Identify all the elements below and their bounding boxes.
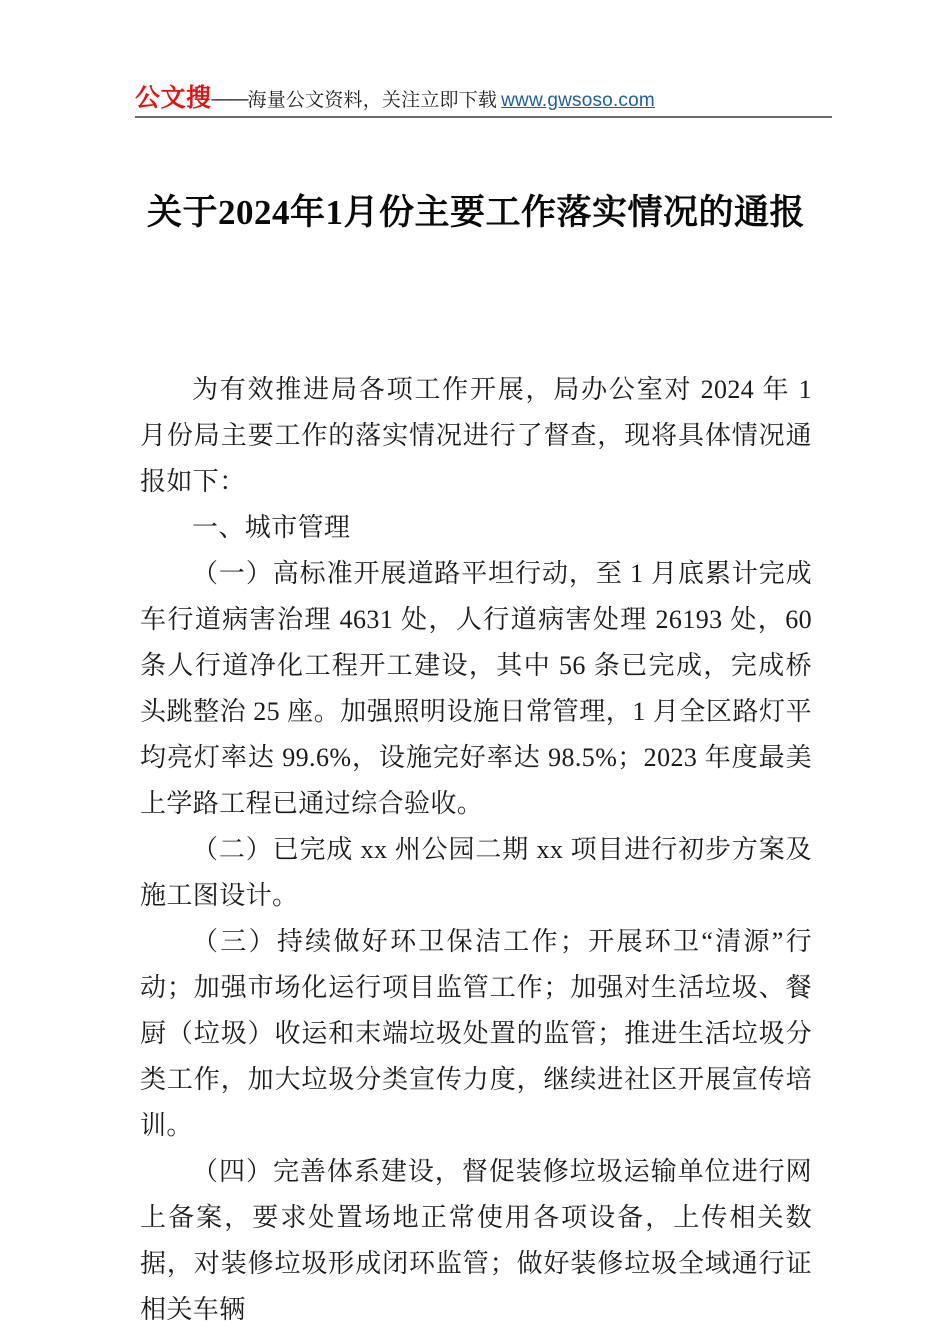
paragraph-item-4: （四）完善体系建设，督促装修垃圾运输单位进行网上备案，要求处置场地正常使用各项设备，上传相关数据，对装修垃圾形成闭环监管；做好装修垃圾全域通行证相关车辆	[140, 1157, 812, 1324]
site-brand-logo: 公文搜	[135, 84, 212, 112]
site-url-link[interactable]: www.gwsoso.com	[501, 90, 655, 111]
brand-dash: ——	[211, 89, 248, 110]
paragraph-item-3: （三）持续做好环卫保洁工作；开展环卫“清源”行动；加强市场化运行项目监管工作；加强对生活垃圾、餐厨（垃圾）收运和末端垃圾处置的监管；推进生活垃圾分类工作，加大垃圾分类宣传力度，继续进社区开展宣传培训。	[140, 927, 812, 1140]
paragraph-intro: 为有效推进局各项工作开展，局办公室对 2024 年 1 月份局主要工作的落实情况进行了督查，现将具体情况通报如下：	[140, 375, 812, 496]
site-tagline: 海量公文资料，关注立即下载	[247, 90, 498, 111]
paragraph-item-2: （二）已完成 xx 州公园二期 xx 项目进行初步方案及施工图设计。	[140, 835, 812, 910]
document-title: 关于2024年1月份主要工作落实情况的通报	[146, 193, 805, 232]
document-body	[140, 367, 812, 1333]
header-divider-line	[135, 116, 832, 118]
watermark-header	[135, 78, 830, 118]
section-heading-1: 一、城市管理	[192, 513, 351, 542]
paragraph-item-1: （一）高标准开展道路平坦行动，至 1 月底累计完成车行道病害治理 4631 处，人行道病害处理 26193 处，60 条人行道净化工程开工建设，其中 56 条已完成，完成桥头跳整治 25 座。加强照明设施日常管理，1 月全区路灯平均亮灯率达 99.6%，设施完好率达 98.5%；2023 年度最美上学路工程已通过综合验收。	[140, 559, 812, 818]
